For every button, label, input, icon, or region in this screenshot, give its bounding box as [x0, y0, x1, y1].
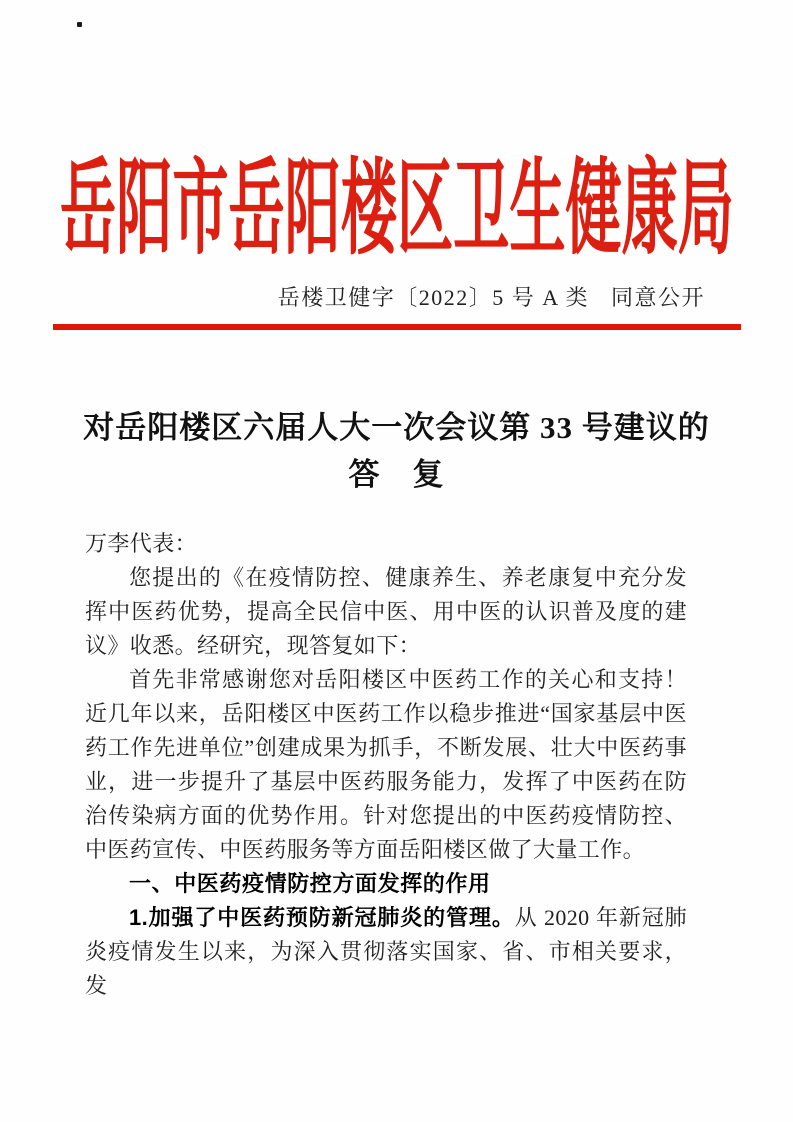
- document-body: [85, 527, 687, 1003]
- section-heading-1: 一、中医药疫情防控方面发挥的作用: [129, 871, 491, 896]
- document-title-line1: 对岳阳楼区六届人大一次会议第 33 号建议的: [83, 410, 710, 445]
- doc-number: 岳楼卫健字〔2022〕5 号 A 类: [277, 285, 589, 310]
- document-title-line2: 答 复: [348, 457, 445, 492]
- letterhead: [0, 150, 793, 270]
- paragraph-item-1: [85, 901, 687, 1003]
- paragraph-item-1-lead: 1.加强了中医药预防新冠肺炎的管理。: [129, 905, 515, 930]
- publicity-status: 同意公开: [610, 285, 705, 310]
- paragraph-item-1-rest: 从 2020 年新冠肺炎疫情发生以来，为深入贯彻落实国家、省、市相关要求，发: [85, 905, 687, 998]
- scan-artifact-speck: [77, 22, 82, 27]
- doc-number-line: [278, 281, 705, 312]
- paragraph-thanks-overview: 首先非常感谢您对岳阳楼区中医药工作的关心和支持！近几年以来，岳阳楼区中医药工作以稳步推进“国家基层中医药工作先进单位”创建成果为抓手，不断发展、壮大中医药事业，进一步提升了基层中医药服务能力，发挥了中医药在防治传染病方面的优势作用。针对您提出的中医药疫情防控、中医药宣传、中医药服务等方面岳阳楼区做了大量工作。: [85, 667, 687, 862]
- paragraph-proposal-receipt: 您提出的《在疫情防控、健康养生、养老康复中充分发挥中医药优势，提高全民信中医、用中医的认识普及度的建议》收悉。经研究，现答复如下：: [85, 565, 687, 658]
- salutation: 万李代表：: [85, 531, 198, 556]
- document-title: [0, 404, 793, 498]
- agency-title: 岳阳市岳阳楼区卫生健康局: [59, 152, 734, 267]
- red-separator-rule: [53, 324, 741, 330]
